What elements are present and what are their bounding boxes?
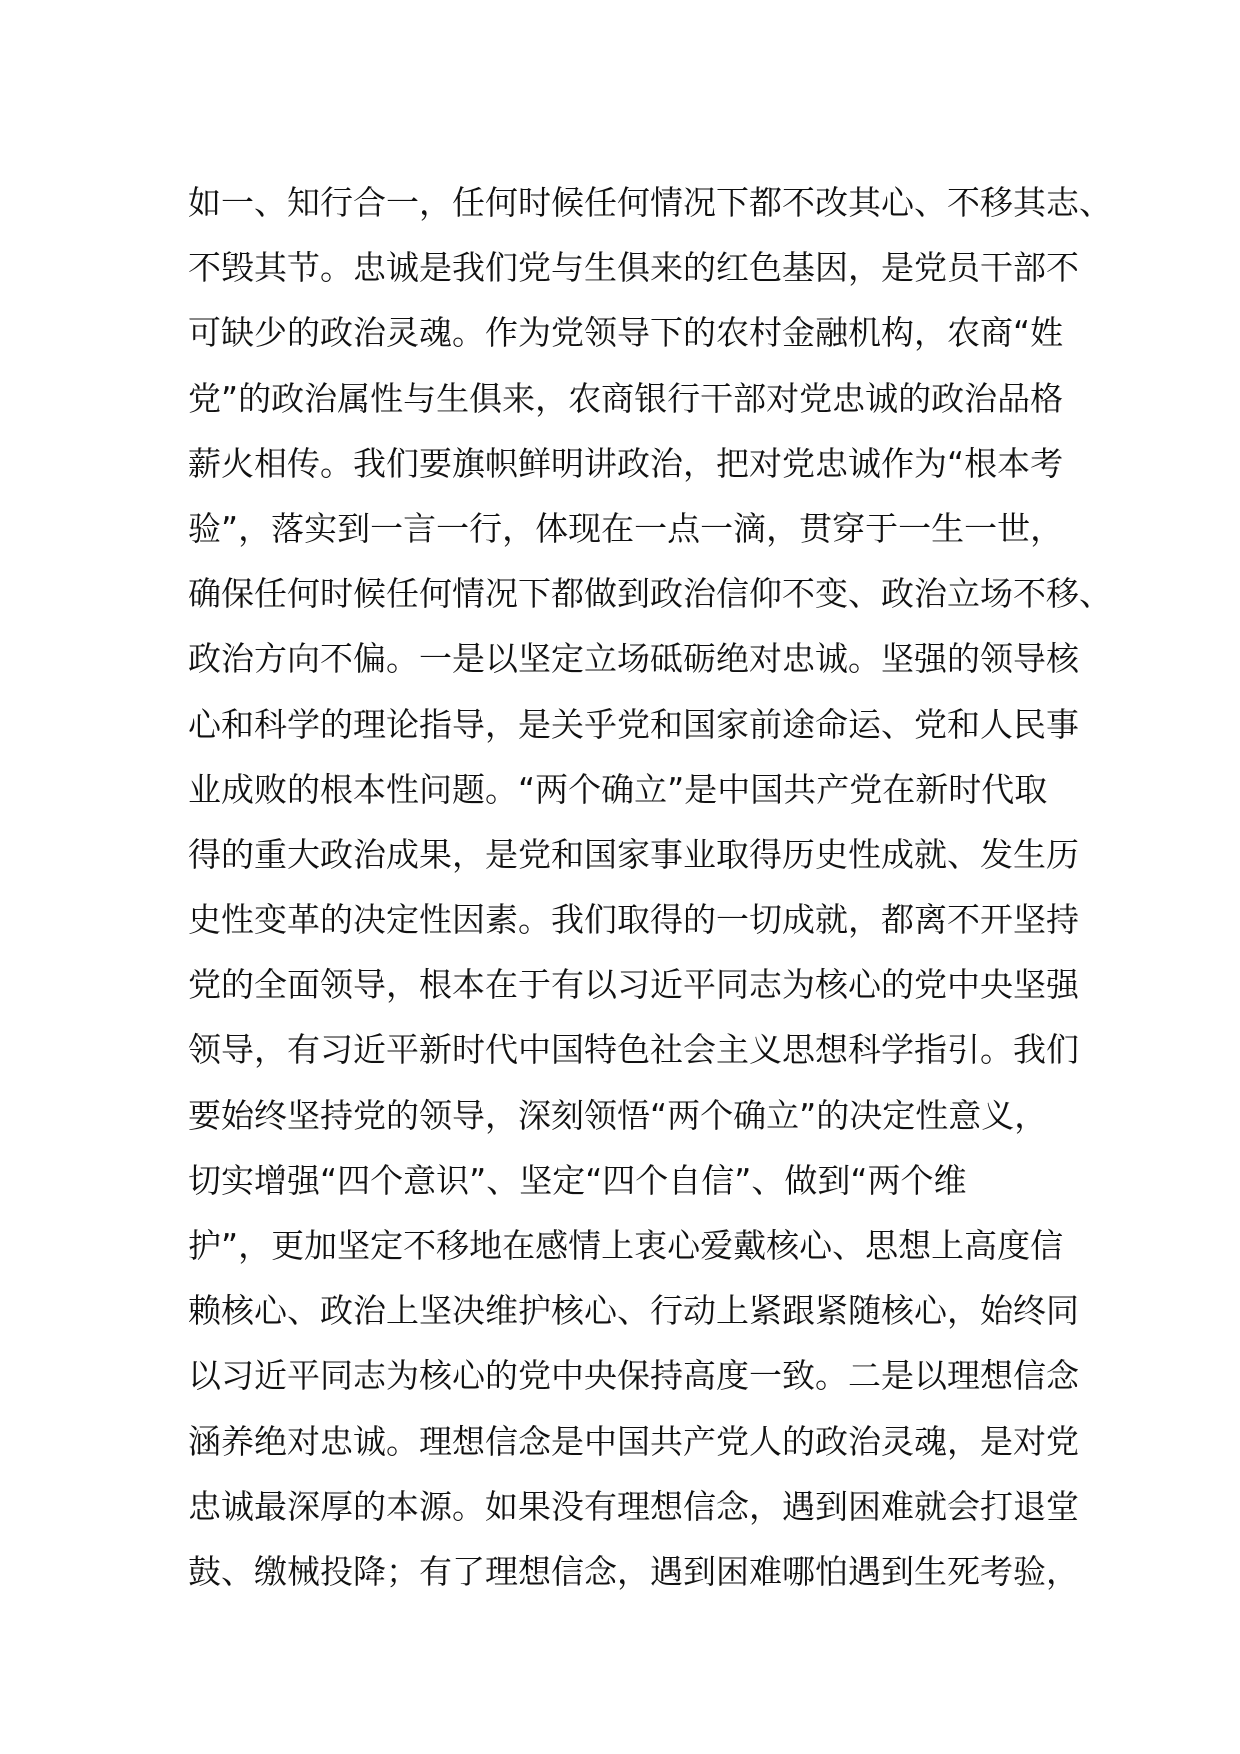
text-line: 要始终坚持党的领导，深刻领悟“两个确立”的决定性意义，	[188, 1095, 1048, 1135]
text-line: 切实增强“四个意识”、坚定“四个自信”、做到“两个维	[188, 1160, 967, 1200]
text-line: 不毁其节。忠诚是我们党与生俱来的红色基因，是党员干部不	[188, 248, 1079, 288]
text-line: 得的重大政治成果，是党和国家事业取得历史性成就、发生历	[188, 834, 1079, 874]
text-line: 政治方向不偏。一是以坚定立场砥砺绝对忠诚。坚强的领导核	[188, 639, 1079, 679]
text-line: 心和科学的理论指导，是关乎党和国家前途命运、党和人民事	[188, 704, 1079, 744]
text-line: 党的全面领导，根本在于有以习近平同志为核心的党中央坚强	[188, 965, 1079, 1005]
text-line: 赖核心、政治上坚决维护核心、行动上紧跟紧随核心，始终同	[188, 1291, 1079, 1331]
text-line: 鼓、缴械投降；有了理想信念，遇到困难哪怕遇到生死考验，	[188, 1551, 1079, 1591]
body-text	[188, 170, 1112, 1604]
text-line: 如一、知行合一，任何时候任何情况下都不改其心、不移其志、	[188, 183, 1112, 222]
text-line: 党”的政治属性与生俱来，农商银行干部对党忠诚的政治品格	[188, 378, 1064, 418]
text-line: 可缺少的政治灵魂。作为党领导下的农村金融机构，农商“姓	[188, 313, 1064, 353]
text-line: 验”，落实到一言一行，体现在一点一滴，贯穿于一生一世，	[188, 508, 1064, 548]
text-line: 史性变革的决定性因素。我们取得的一切成就，都离不开坚持	[188, 900, 1079, 940]
text-line: 涵养绝对忠诚。理想信念是中国共产党人的政治灵魂，是对党	[188, 1421, 1079, 1461]
text-line: 以习近平同志为核心的党中央保持高度一致。二是以理想信念	[188, 1356, 1079, 1396]
text-line: 业成败的根本性问题。“两个确立”是中国共产党在新时代取	[188, 769, 1048, 809]
text-line: 领导，有习近平新时代中国特色社会主义思想科学指引。我们	[188, 1030, 1079, 1070]
text-line: 护”，更加坚定不移地在感情上衷心爱戴核心、思想上高度信	[188, 1226, 1064, 1265]
text-line: 忠诚最深厚的本源。如果没有理想信念，遇到困难就会打退堂	[188, 1486, 1079, 1526]
text-line: 薪火相传。我们要旗帜鲜明讲政治，把对党忠诚作为“根本考	[188, 443, 1064, 483]
text-line: 确保任何时候任何情况下都做到政治信仰不变、政治立场不移、	[188, 574, 1112, 614]
